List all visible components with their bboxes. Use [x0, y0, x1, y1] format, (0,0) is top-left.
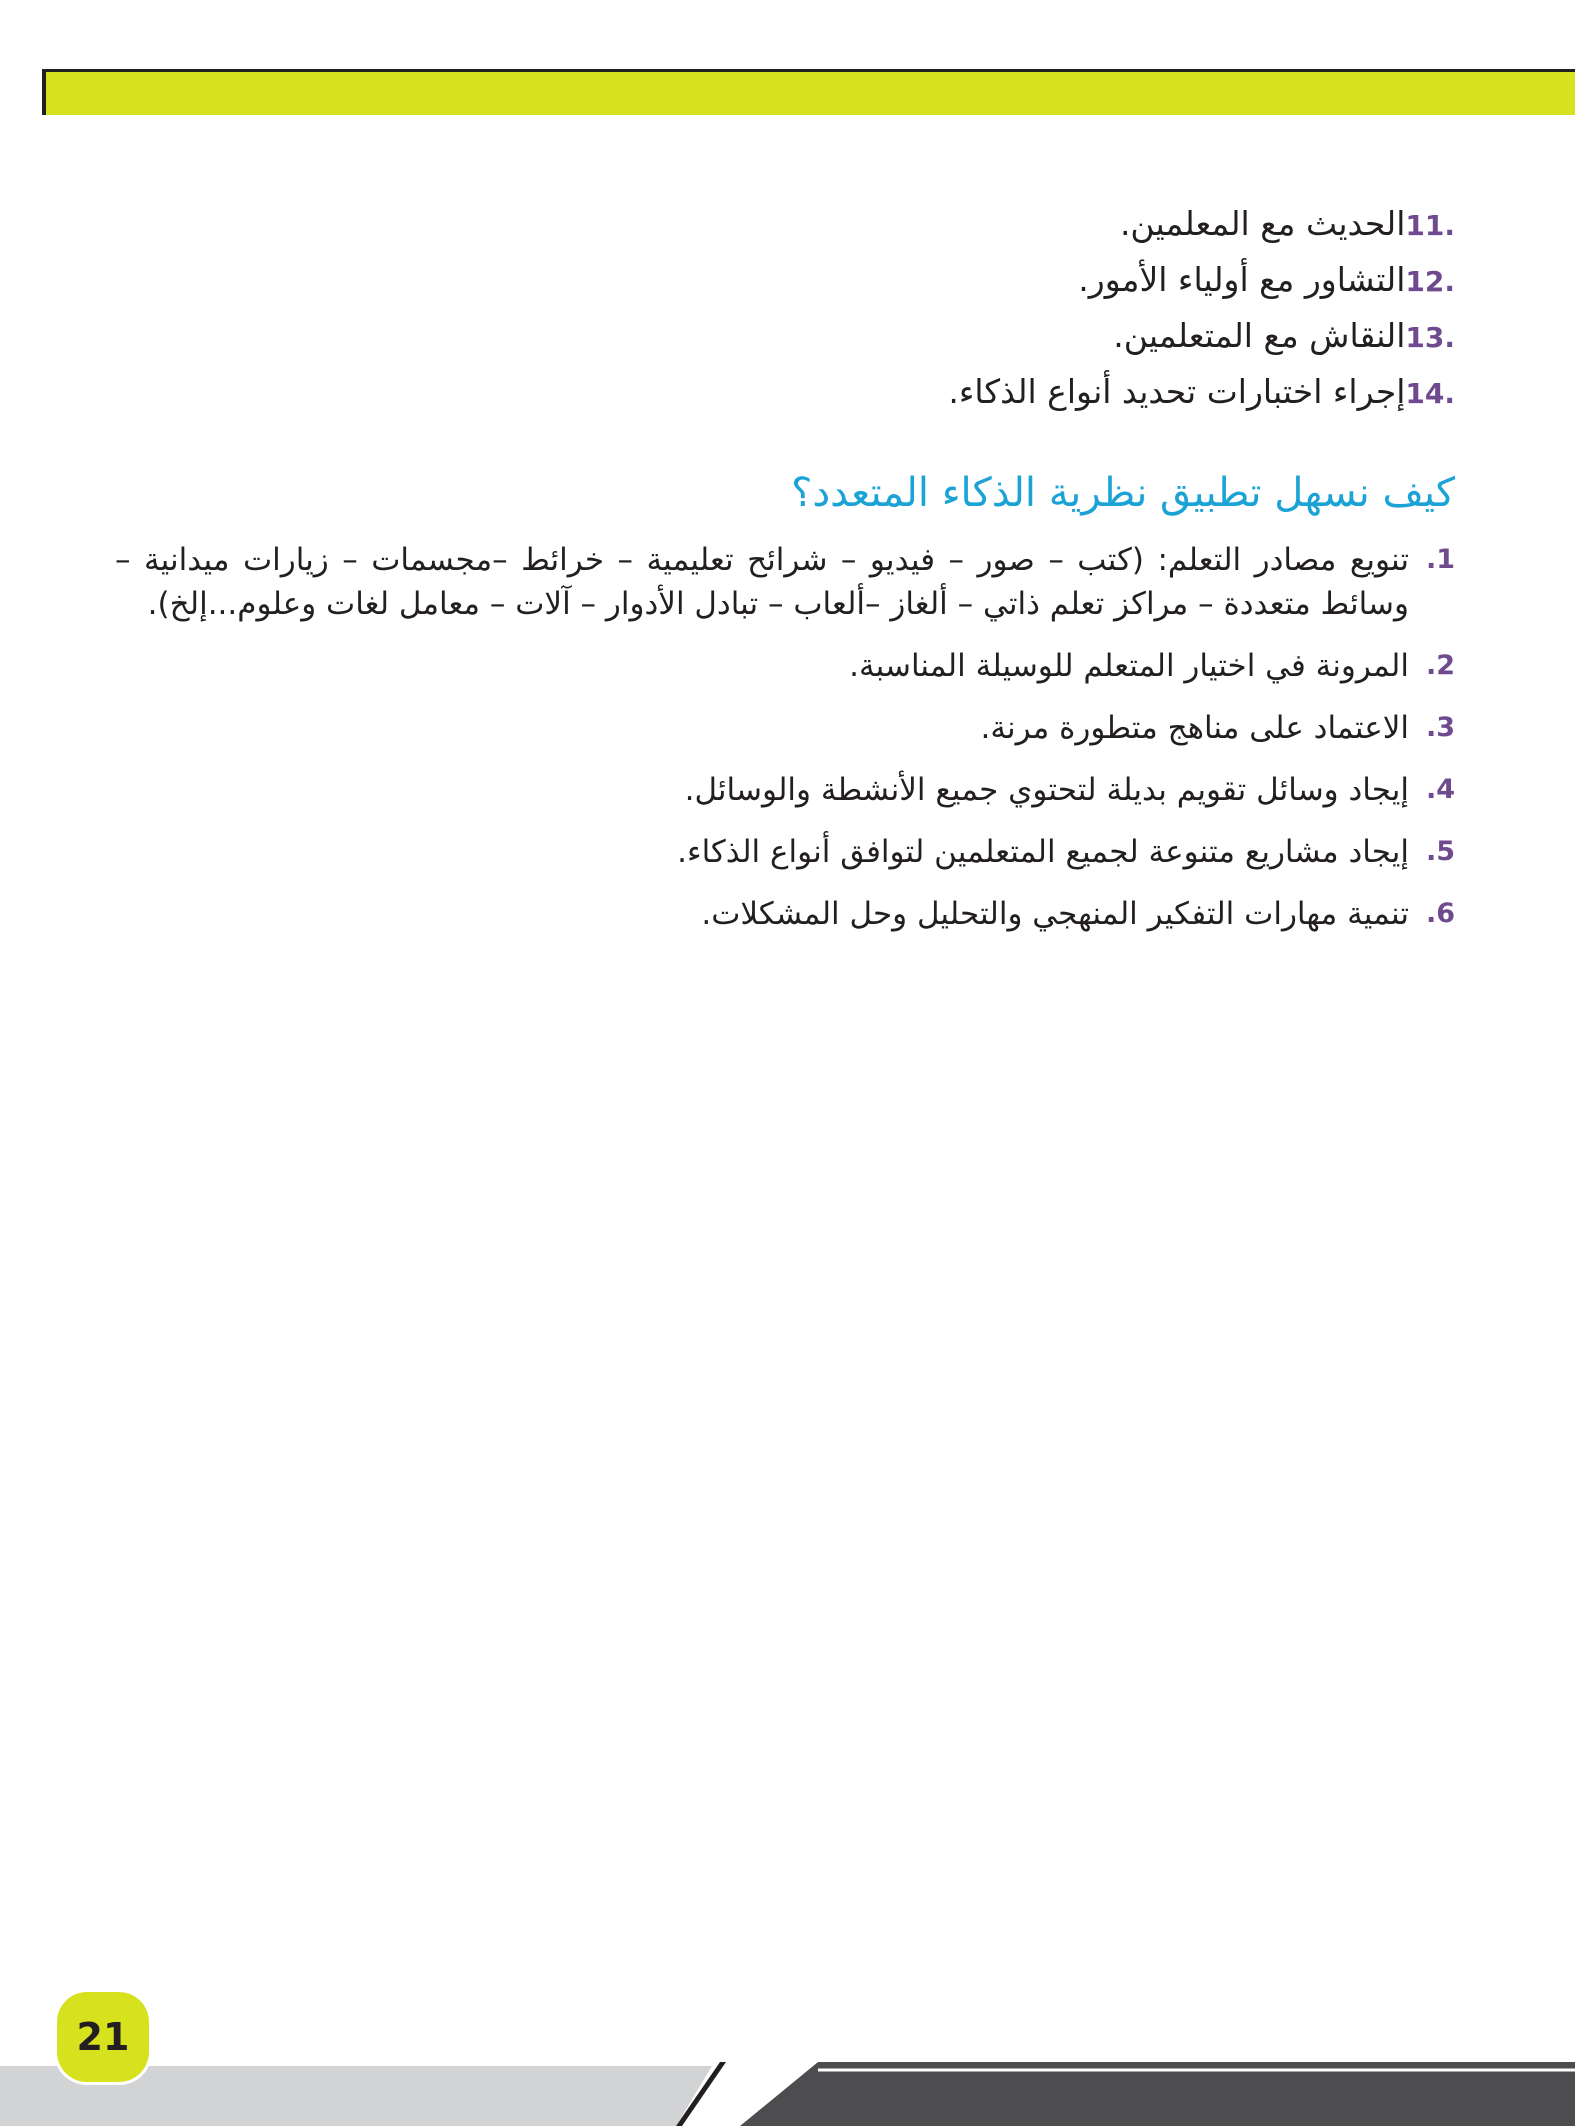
list-item-text: تنمية مهارات التفكير المنهجي والتحليل وحل المشكلات. [701, 896, 1409, 932]
list-item [155, 364, 1455, 420]
list-item [115, 644, 1455, 688]
page-number: 21 [57, 1992, 149, 2082]
list-item-number: 14. [1405, 377, 1455, 410]
list-item-text: النقاش مع المتعلمين. [1113, 316, 1406, 355]
list-item [115, 706, 1455, 750]
list-item-number: 4. [1425, 774, 1455, 805]
list-item [115, 768, 1455, 812]
section-heading: كيف نسهل تطبيق نظرية الذكاء المتعدد؟ [791, 470, 1455, 516]
list-item-number: 12. [1405, 265, 1455, 298]
list-item-text: تنويع مصادر التعلم: (كتب – صور – فيديو – شرائح تعليمية – خرائط –مجسمات – زيارات ميدانية – وسائط متعددة – مراكز تعلم ذاتي – ألغاز –ألعاب – تبادل الأدوار – آلات – معامل لغات وعلوم...إلخ). [115, 542, 1409, 622]
list-item [115, 892, 1455, 936]
list-item [155, 196, 1455, 252]
list-item [155, 252, 1455, 308]
list-item-number: 5. [1425, 836, 1455, 867]
list-item [115, 830, 1455, 874]
list-item-number: 2. [1425, 650, 1455, 681]
top-accent-bar [42, 69, 1575, 115]
footer-band [0, 2062, 1575, 2126]
list-item-text: التشاور مع أولياء الأمور. [1078, 260, 1406, 299]
numbered-list [115, 538, 1455, 954]
list-item-text: المرونة في اختيار المتعلم للوسيلة المناسبة. [849, 648, 1409, 684]
footer-dark-band [740, 2062, 1575, 2126]
list-item [155, 308, 1455, 364]
list-item-number: 13. [1405, 321, 1455, 354]
list-item-number: 3. [1425, 712, 1455, 743]
list-item-number: 11. [1405, 209, 1455, 242]
list-item-text: الحديث مع المعلمين. [1119, 204, 1406, 243]
list-item-text: إجراء اختبارات تحديد أنواع الذكاء. [948, 372, 1406, 411]
list-item-text: الاعتماد على مناهج متطورة مرنة. [980, 710, 1409, 746]
list-item-number: 6. [1425, 898, 1455, 929]
list-item-text: إيجاد وسائل تقويم بديلة لتحتوي جميع الأنشطة والوسائل. [684, 772, 1409, 808]
continued-list [155, 196, 1455, 420]
list-item-text: إيجاد مشاريع متنوعة لجميع المتعلمين لتوافق أنواع الذكاء. [677, 834, 1409, 870]
list-item [115, 538, 1455, 626]
list-item-number: 1. [1425, 544, 1455, 575]
